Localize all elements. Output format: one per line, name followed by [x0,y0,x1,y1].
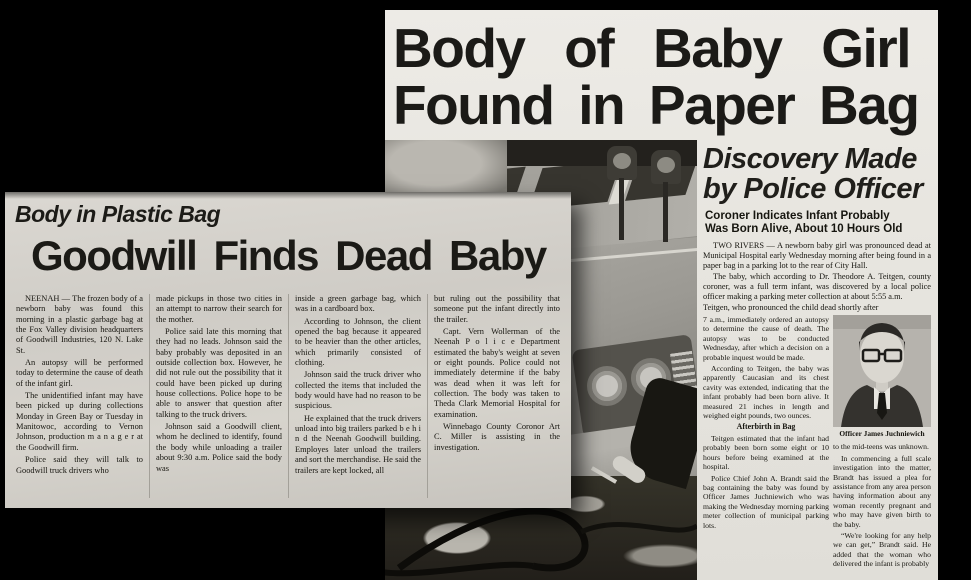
sub-headline-line1: Discovery Made [703,144,917,175]
wrap-left-column [703,315,829,571]
paragraph: Teitgen, who pronounced the child dead shortly after [703,303,879,312]
paragraph: but ruling out the possibility that someone put the infant directly into the trailer. [434,294,560,324]
deck-line1: Coroner Indicates Infant Probably [705,210,890,222]
article-column-3 [288,294,427,498]
left-headline: Goodwill Finds Dead Baby [31,232,546,279]
paragraph: Teitgen estimated that the infant had probably been born some eight or 10 hours before being examined at the hospital. [703,433,829,472]
article-column-1 [10,294,149,498]
lead-paragraphs [703,241,931,313]
paragraph: Police said late this morning that they had no leads. Johnson said the baby probably was deposited in an outside collection box. However, he did not rule out the possibility that it could have been picked up during house collections. Police hope to be able to answer that question after talking to the truck drivers. [156,327,282,419]
wrapped-text-block [703,315,931,571]
left-article-columns [10,294,566,498]
right-headline-line2: Found in Paper Bag [393,74,919,136]
paragraph: Winnebago County Coronor Art C. Miller is assisting in the investigation. [434,422,560,452]
left-clipping [5,192,571,508]
paragraph: 7 a.m., immediately ordered an autopsy to determine the cause of death. The autopsy was to be conducted Wednesday, after which a decision on a probable inquest would be made. [703,315,829,362]
kicker-headline: Body in Plastic Bag [15,201,221,227]
paragraph: to the mid-teens was unknown. [833,442,929,452]
paragraph: The baby, which according to Dr. Theodore A. Teitgen, county coroner, was a full term infant, was discovered by a local police officer making a parking meter collection at about 5:55 a.m. [703,272,931,301]
paragraph: Police said they will talk to Goodwill truck drivers who [16,455,143,475]
deck-subhead [705,210,931,236]
paragraph: He explained that the truck drivers unload into big trailers parked b e h i n d the Neenah Goodwill building. Employes later unload the trailers and sort the merchandise. He said the trailers are kept locked, all [295,413,421,475]
right-headline-line1: Body of Baby Girl [393,17,910,79]
right-article-column [703,144,931,580]
article-column-2 [149,294,288,498]
paragraph: According to Teitgen, the baby was apparently Caucasian and its chest cavity was extended, indicating that the infant probably had been born alive. It measured 21 inches in length and weighed eight pounds, two ounces. [703,364,829,421]
wrap-right-column [833,315,931,571]
paragraph: Johnson said the truck driver who collected the items that included the body would have had no reason to be suspicious. [295,370,421,411]
officer-portrait-photo [833,315,931,427]
sub-headline [703,144,931,204]
paragraph: TWO RIVERS — A newborn baby girl was pronounced dead at Municipal Hospital early Wednesday morning after being found in a paper bag in a parking lot to the rear of City Hall. [703,241,931,270]
paragraph: In commencing a full scale investigation into the matter, Brandt has issued a plea for assistance from any area person having information about any woman recently pregnant and who may have given birth to the baby. [833,453,931,529]
photo-caption: Officer James Juchniewich [839,429,925,438]
paragraph: Police Chief John A. Brandt said the bag containing the baby was found by Officer James Juchniewich who was making the Wednesday morning parking meter collection of municipal parking lots. [703,473,829,530]
paragraph: According to Johnson, the client opened the bag because it appeared to be heavier than the other articles, which primarily consisted of clothing. [295,316,421,368]
article-column-4 [427,294,566,498]
paragraph: An autopsy will be performed today to determine the cause of death of the infant girl. [16,358,143,388]
deck-line2: Was Born Alive, About 10 Hours Old [705,223,903,235]
sub-headline-line2: by Police Officer [703,173,923,205]
paragraph: The unidentified infant may have been picked up during collections Monday in Green Bay or Tuesday in Manitowoc, according to Vernon Johnson, production m a n a g e r at the Goodwill firm. [16,391,143,452]
paragraph: made pickups in those two cities in an attempt to narrow their search for the mother. [156,294,282,324]
section-subhead: Afterbirth in Bag [736,422,796,432]
paragraph: inside a green garbage bag, which was in a cardboard box. [295,294,421,314]
paragraph: NEENAH — The frozen body of a newborn baby was found this morning in a plastic garbage bag at the Fox Valley division headquarters of Goodwill Industries, 120 N. Lake St. [16,294,143,355]
paragraph: “We're looking for any help we can get,” Brandt said. He added that the woman who delivered the infant is probably [833,531,931,569]
paragraph: Capt. Vern Wollerman of the Neenah P o l i c e Department estimated the baby's weight at seven or eight pounds. Police could not immediately determine if the baby was dead when it was left for collection. The body was taken to Theda Clark Memorial Hospital for examination. [434,327,560,419]
paragraph: Johnson said a Goodwill client, whom he declined to identify, found the body while unloading a trailer about 9:30 a.m. Police said the body was [156,422,282,473]
right-headline [385,10,938,134]
